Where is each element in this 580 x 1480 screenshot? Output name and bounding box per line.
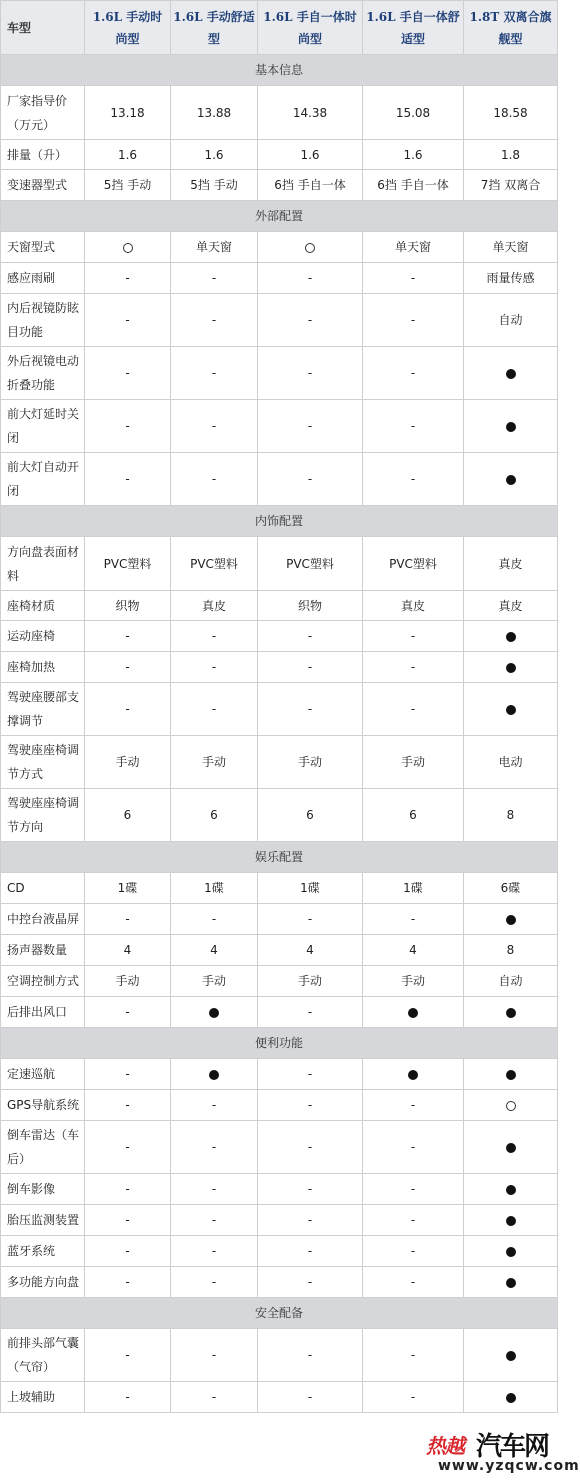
table-row [1,789,558,842]
table-row [1,997,558,1028]
section-title: 便利功能 [1,1028,558,1059]
header-label: 车型 [1,1,85,55]
table-cell: - [171,453,258,506]
table-cell: 真皮 [464,537,558,591]
row-label: 胎压监测装置 [1,1205,85,1236]
optional-circle-icon [305,243,315,253]
table-cell: 13.18 [85,86,171,140]
table-cell: - [363,1236,464,1267]
table-cell: 手动 [258,966,363,997]
table-cell: - [363,453,464,506]
table-cell: PVC塑料 [171,537,258,591]
table-cell: 1.6 [258,140,363,170]
table-cell: - [85,347,171,400]
table-cell: - [171,1329,258,1382]
table-row [1,1236,558,1267]
table-cell: - [171,1236,258,1267]
standard-dot-icon [506,1216,516,1226]
row-label: 内后视镜防眩目功能 [1,294,85,347]
table-cell: 7挡 双离合 [464,170,558,201]
table-row [1,1329,558,1382]
row-label: CD [1,873,85,904]
table-row [1,140,558,170]
table-cell [464,400,558,453]
table-cell: PVC塑料 [85,537,171,591]
section-title: 内饰配置 [1,506,558,537]
table-cell: - [85,263,171,294]
table-cell: - [258,1382,363,1413]
table-cell: - [171,1174,258,1205]
table-cell: - [258,683,363,736]
table-row [1,1267,558,1298]
table-cell: - [258,997,363,1028]
table-cell: - [258,904,363,935]
table-cell [464,1267,558,1298]
standard-dot-icon [506,1143,516,1153]
table-cell: - [363,1090,464,1121]
table-cell: 18.58 [464,86,558,140]
table-cell: - [171,1205,258,1236]
section-header-row [1,506,558,537]
table-cell [363,1059,464,1090]
table-row [1,453,558,506]
row-label: 扬声器数量 [1,935,85,966]
table-cell: 1碟 [258,873,363,904]
table-cell: 6 [258,789,363,842]
table-cell: - [258,1267,363,1298]
table-cell: - [171,1267,258,1298]
table-cell: - [85,1236,171,1267]
row-label: 前大灯延时关闭 [1,400,85,453]
table-cell: - [85,1329,171,1382]
table-cell: - [258,1236,363,1267]
table-cell: - [363,1329,464,1382]
table-cell: - [85,294,171,347]
table-cell [171,997,258,1028]
table-cell: 4 [258,935,363,966]
logo-url: www.yzqcw.com [438,1458,580,1474]
row-label: 定速巡航 [1,1059,85,1090]
table-cell: - [363,904,464,935]
table-cell: - [258,1205,363,1236]
table-cell: 1碟 [85,873,171,904]
table-cell: 6 [85,789,171,842]
standard-dot-icon [506,1247,516,1257]
table-row [1,966,558,997]
table-cell: - [85,1267,171,1298]
row-label: 上坡辅助 [1,1382,85,1413]
table-cell: - [363,1267,464,1298]
row-label: 前大灯自动开闭 [1,453,85,506]
table-cell: - [363,1205,464,1236]
section-header-row [1,1028,558,1059]
row-label: 倒车影像 [1,1174,85,1205]
table-cell: 单天窗 [464,232,558,263]
table-cell: - [363,1174,464,1205]
table-cell: 1.8 [464,140,558,170]
table-row [1,935,558,966]
table-cell: - [258,263,363,294]
table-cell: - [258,1059,363,1090]
table-cell [464,997,558,1028]
table-cell: - [171,1090,258,1121]
row-label: 多功能方向盘 [1,1267,85,1298]
standard-dot-icon [506,369,516,379]
table-cell: 4 [171,935,258,966]
table-cell: 手动 [258,736,363,789]
table-row [1,347,558,400]
table-cell: 5挡 手动 [171,170,258,201]
table-cell [464,1329,558,1382]
table-cell [464,1205,558,1236]
table-row [1,170,558,201]
table-cell: - [85,1121,171,1174]
table-cell: 手动 [363,966,464,997]
table-row [1,1090,558,1121]
row-label: 前排头部气囊（气帘） [1,1329,85,1382]
table-cell: - [171,294,258,347]
table-row [1,621,558,652]
table-row [1,736,558,789]
standard-dot-icon [506,1008,516,1018]
table-cell: - [85,683,171,736]
table-cell: 真皮 [363,591,464,621]
model-header: 1.8T 双离合旗舰型 [464,1,558,55]
standard-dot-icon [506,1185,516,1195]
table-cell [85,232,171,263]
table-row [1,537,558,591]
table-row [1,263,558,294]
standard-dot-icon [506,1278,516,1288]
row-label: 后排出风口 [1,997,85,1028]
model-header: 1.6L 手自一体舒适型 [363,1,464,55]
table-cell: - [258,621,363,652]
row-label: 座椅材质 [1,591,85,621]
table-cell: - [171,904,258,935]
table-row [1,1121,558,1174]
table-cell [464,1382,558,1413]
standard-dot-icon [408,1008,418,1018]
table-cell: 手动 [171,966,258,997]
table-cell: - [363,652,464,683]
table-cell: 5挡 手动 [85,170,171,201]
table-cell: 手动 [85,966,171,997]
table-cell: 手动 [85,736,171,789]
header-row [1,1,558,55]
table-cell: 1.6 [85,140,171,170]
table-cell: - [258,1090,363,1121]
standard-dot-icon [506,632,516,642]
row-label: 倒车雷达（车后） [1,1121,85,1174]
model-header: 1.6L 手动时尚型 [85,1,171,55]
table-cell: - [258,652,363,683]
table-row [1,591,558,621]
row-label: 运动座椅 [1,621,85,652]
table-cell: - [85,400,171,453]
table-row [1,400,558,453]
logo-brand-right: 汽车网 [476,1432,549,1462]
table-row [1,1059,558,1090]
table-cell: - [171,1121,258,1174]
table-row [1,232,558,263]
table-cell: 15.08 [363,86,464,140]
table-cell [464,1059,558,1090]
table-cell: PVC塑料 [258,537,363,591]
standard-dot-icon [506,663,516,673]
table-cell: 6挡 手自一体 [258,170,363,201]
logo-brand-left: 热越 [426,1434,464,1458]
section-header-row [1,201,558,232]
optional-circle-icon [506,1101,516,1111]
table-cell: 6 [171,789,258,842]
table-cell: 真皮 [464,591,558,621]
table-row [1,683,558,736]
table-cell: - [171,1382,258,1413]
section-header-row [1,842,558,873]
table-cell: 13.88 [171,86,258,140]
table-row [1,904,558,935]
table-cell [464,904,558,935]
table-cell: 1.6 [363,140,464,170]
table-cell: 4 [85,935,171,966]
table-cell: - [85,1059,171,1090]
table-cell: - [85,453,171,506]
row-label: GPS导航系统 [1,1090,85,1121]
table-cell: - [363,400,464,453]
standard-dot-icon [506,915,516,925]
row-label: 中控台液晶屏 [1,904,85,935]
table-cell: 雨量传感 [464,263,558,294]
table-cell [464,1090,558,1121]
table-cell: - [363,263,464,294]
table-cell [464,453,558,506]
table-cell: - [258,347,363,400]
table-cell: - [85,1382,171,1413]
table-cell: 真皮 [171,591,258,621]
table-cell [464,1174,558,1205]
table-row [1,652,558,683]
table-row [1,1205,558,1236]
table-cell: - [363,347,464,400]
row-label: 驾驶座座椅调节方向 [1,789,85,842]
table-cell: - [171,683,258,736]
table-cell: - [85,652,171,683]
table-row [1,1174,558,1205]
table-cell: 手动 [363,736,464,789]
table-row [1,873,558,904]
table-cell: - [171,400,258,453]
standard-dot-icon [506,705,516,715]
table-cell: - [363,1121,464,1174]
row-label: 排量（升） [1,140,85,170]
table-cell: - [85,1090,171,1121]
optional-circle-icon [123,243,133,253]
table-cell [171,1059,258,1090]
spec-table-body [1,1,558,1413]
row-label: 驾驶座座椅调节方式 [1,736,85,789]
table-row [1,86,558,140]
table-cell: 8 [464,789,558,842]
table-cell: 1碟 [171,873,258,904]
table-cell: - [363,683,464,736]
standard-dot-icon [506,475,516,485]
row-label: 感应雨刷 [1,263,85,294]
table-cell [363,997,464,1028]
table-cell: - [85,997,171,1028]
table-cell: 6挡 手自一体 [363,170,464,201]
row-label: 座椅加热 [1,652,85,683]
table-cell: 6碟 [464,873,558,904]
model-header: 1.6L 手自一体时尚型 [258,1,363,55]
table-cell: 单天窗 [363,232,464,263]
table-cell: 1.6 [171,140,258,170]
table-cell: - [258,1121,363,1174]
row-label: 蓝牙系统 [1,1236,85,1267]
section-title: 外部配置 [1,201,558,232]
row-label: 外后视镜电动折叠功能 [1,347,85,400]
section-title: 安全配备 [1,1298,558,1329]
model-header: 1.6L 手动舒适型 [171,1,258,55]
table-cell: - [171,621,258,652]
table-cell: - [258,400,363,453]
section-header-row [1,1298,558,1329]
section-header-row [1,55,558,86]
table-cell: 电动 [464,736,558,789]
table-cell: - [258,453,363,506]
standard-dot-icon [506,1351,516,1361]
row-label: 驾驶座腰部支撑调节 [1,683,85,736]
table-cell: 4 [363,935,464,966]
row-label: 空调控制方式 [1,966,85,997]
table-cell: 手动 [171,736,258,789]
table-cell: - [85,621,171,652]
table-row [1,294,558,347]
standard-dot-icon [209,1008,219,1018]
table-cell: - [85,1205,171,1236]
row-label: 方向盘表面材料 [1,537,85,591]
site-logo [418,1428,580,1478]
table-cell: - [258,294,363,347]
table-cell: 6 [363,789,464,842]
standard-dot-icon [209,1070,219,1080]
table-cell: 织物 [258,591,363,621]
table-cell: 单天窗 [171,232,258,263]
table-cell: 1碟 [363,873,464,904]
section-title: 娱乐配置 [1,842,558,873]
table-cell [464,652,558,683]
section-title: 基本信息 [1,55,558,86]
table-cell [258,232,363,263]
table-cell: - [171,347,258,400]
table-cell [464,1236,558,1267]
standard-dot-icon [506,422,516,432]
table-cell: - [85,904,171,935]
row-label: 天窗型式 [1,232,85,263]
table-cell: PVC塑料 [363,537,464,591]
table-cell: - [363,294,464,347]
table-cell [464,1121,558,1174]
table-cell: 自动 [464,294,558,347]
row-label: 厂家指导价（万元） [1,86,85,140]
table-cell: - [363,621,464,652]
table-cell: 自动 [464,966,558,997]
table-row [1,1382,558,1413]
standard-dot-icon [506,1070,516,1080]
table-cell: - [171,652,258,683]
table-cell: - [258,1329,363,1382]
table-cell: 织物 [85,591,171,621]
table-cell [464,683,558,736]
table-cell: 8 [464,935,558,966]
table-cell: - [171,263,258,294]
table-cell: - [85,1174,171,1205]
table-cell: - [258,1174,363,1205]
table-cell [464,347,558,400]
standard-dot-icon [408,1070,418,1080]
table-cell: - [363,1382,464,1413]
row-label: 变速器型式 [1,170,85,201]
table-cell: 14.38 [258,86,363,140]
table-cell [464,621,558,652]
standard-dot-icon [506,1393,516,1403]
